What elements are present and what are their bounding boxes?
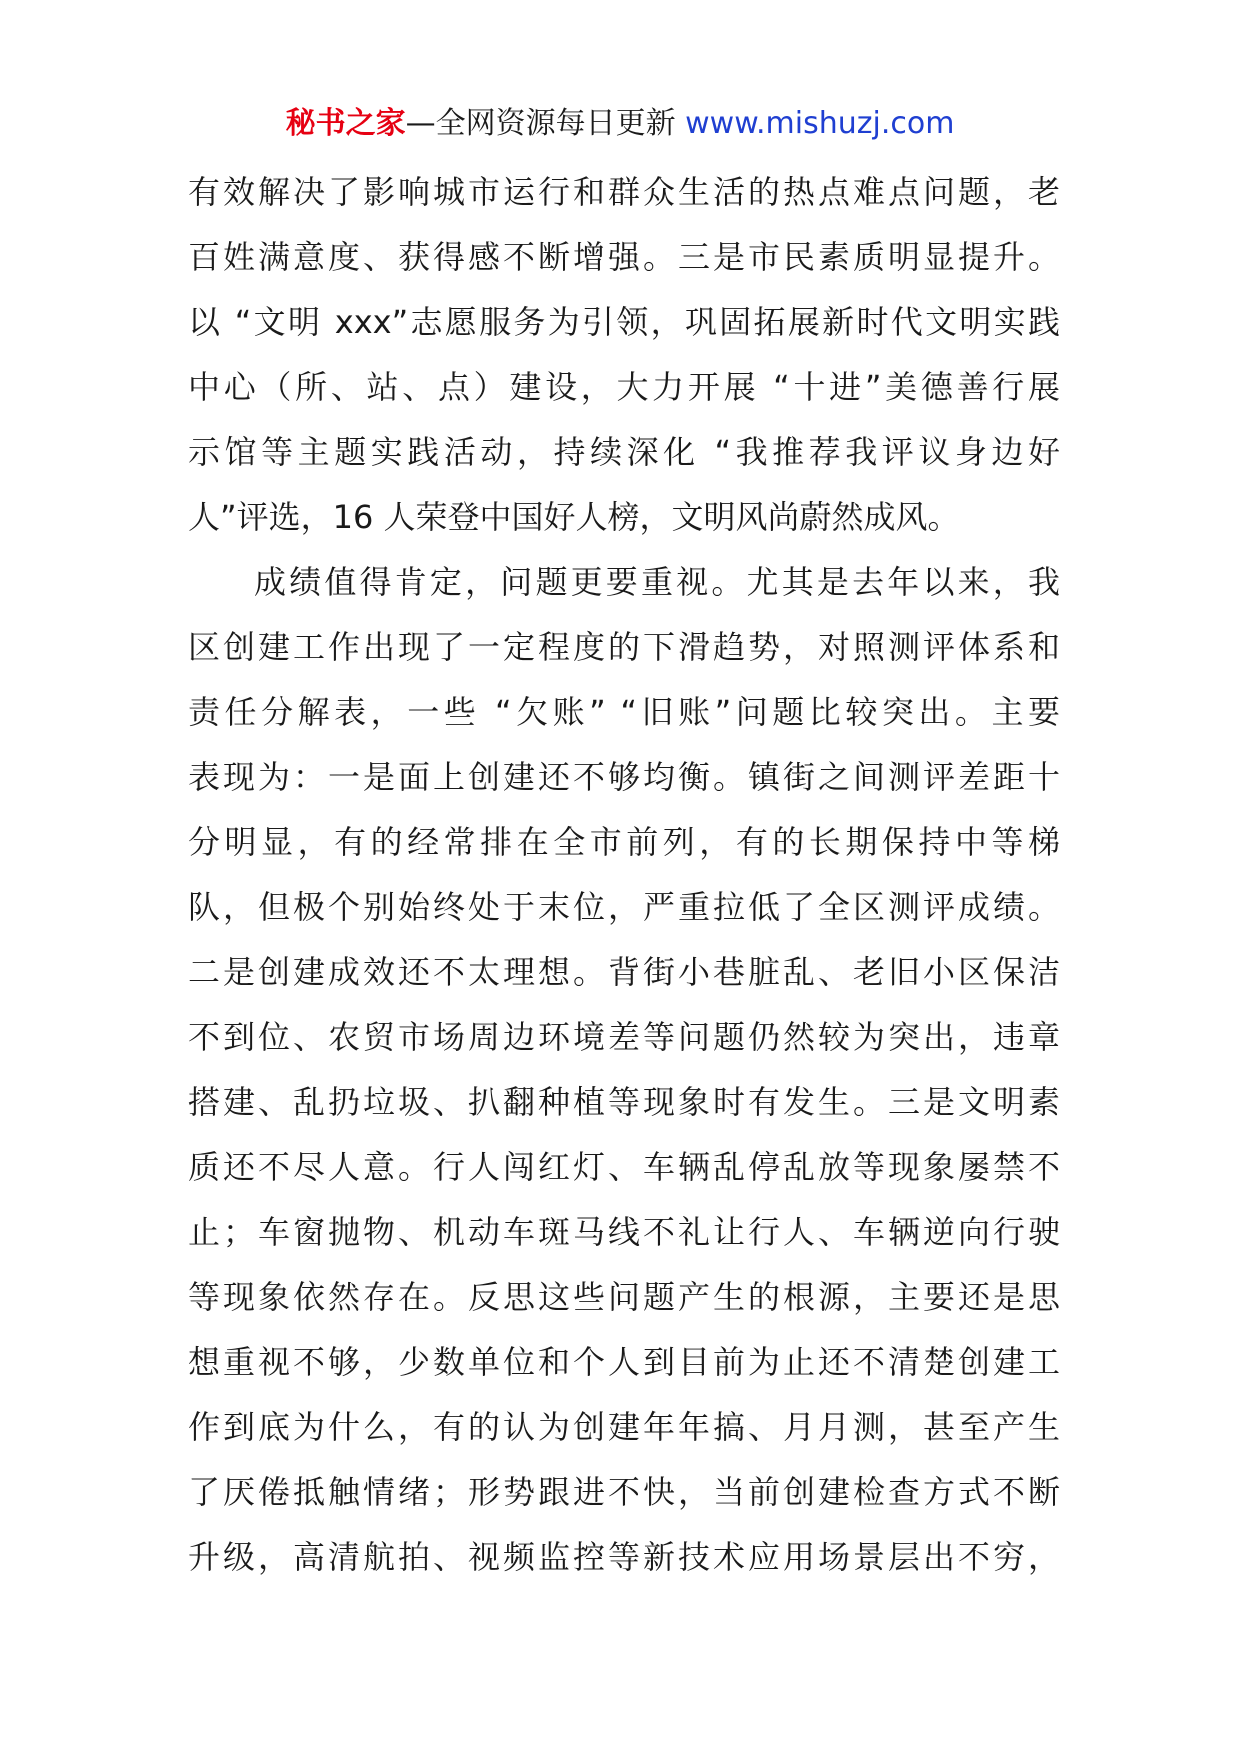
header-brand: 秘书之家 — [285, 106, 406, 141]
text-line: 人”评选，16 人荣登中国好人榜，文明风尚蔚然成风。 — [188, 498, 960, 536]
text-line: 止；车窗抛物、机动车斑马线不礼让行人、车辆逆向行驶 — [188, 1213, 1060, 1251]
text-line: 有效解决了影响城市运行和群众生活的热点难点问题，老 — [188, 173, 1060, 211]
header-tagline: —全网资源每日更新 — [405, 106, 686, 141]
text-line: 质还不尽人意。行人闯红灯、车辆乱停乱放等现象屡禁不 — [188, 1148, 1060, 1186]
text-line: 搭建、乱扔垃圾、扒翻种植等现象时有发生。三是文明素 — [188, 1083, 1060, 1121]
text-line: 区创建工作出现了一定程度的下滑趋势，对照测评体系和 — [188, 628, 1060, 666]
text-line: 分明显，有的经常排在全市前列，有的长期保持中等梯 — [188, 823, 1060, 861]
text-line: 了厌倦抵触情绪；形势跟进不快，当前创建检查方式不断 — [188, 1473, 1060, 1511]
text-line: 二是创建成效还不太理想。背街小巷脏乱、老旧小区保洁 — [188, 953, 1060, 991]
text-line: 中心（所、站、点）建设，大力开展 “十进”美德善行展 — [188, 368, 1060, 406]
document-body — [188, 160, 1060, 1590]
text-line: 等现象依然存在。反思这些问题产生的根源，主要还是思 — [188, 1278, 1060, 1316]
text-line: 升级，高清航拍、视频监控等新技术应用场景层出不穷， — [188, 1538, 1060, 1576]
text-line: 不到位、农贸市场周边环境差等问题仍然较为突出，违章 — [188, 1018, 1060, 1056]
text-line: 队，但极个别始终处于末位，严重拉低了全区测评成绩。 — [188, 888, 1060, 926]
text-line: 百姓满意度、获得感不断增强。三是市民素质明显提升。 — [188, 238, 1060, 276]
text-line: 成绩值得肯定，问题更要重视。尤其是去年以来，我 — [254, 563, 1060, 601]
page-header — [0, 104, 1240, 144]
text-line: 表现为：一是面上创建还不够均衡。镇街之间测评差距十 — [188, 758, 1060, 796]
header-url-link[interactable]: www.mishuzj.com — [685, 106, 955, 141]
text-line: 示馆等主题实践活动，持续深化 “我推荐我评议身边好 — [188, 433, 1060, 471]
text-line: 作到底为什么，有的认为创建年年搞、月月测，甚至产生 — [188, 1408, 1060, 1446]
text-line: 以 “文明 xxx”志愿服务为引领，巩固拓展新时代文明实践 — [188, 303, 1060, 341]
text-line: 想重视不够，少数单位和个人到目前为止还不清楚创建工 — [188, 1343, 1060, 1381]
text-line: 责任分解表，一些 “欠账” “旧账”问题比较突出。主要 — [188, 693, 1060, 731]
